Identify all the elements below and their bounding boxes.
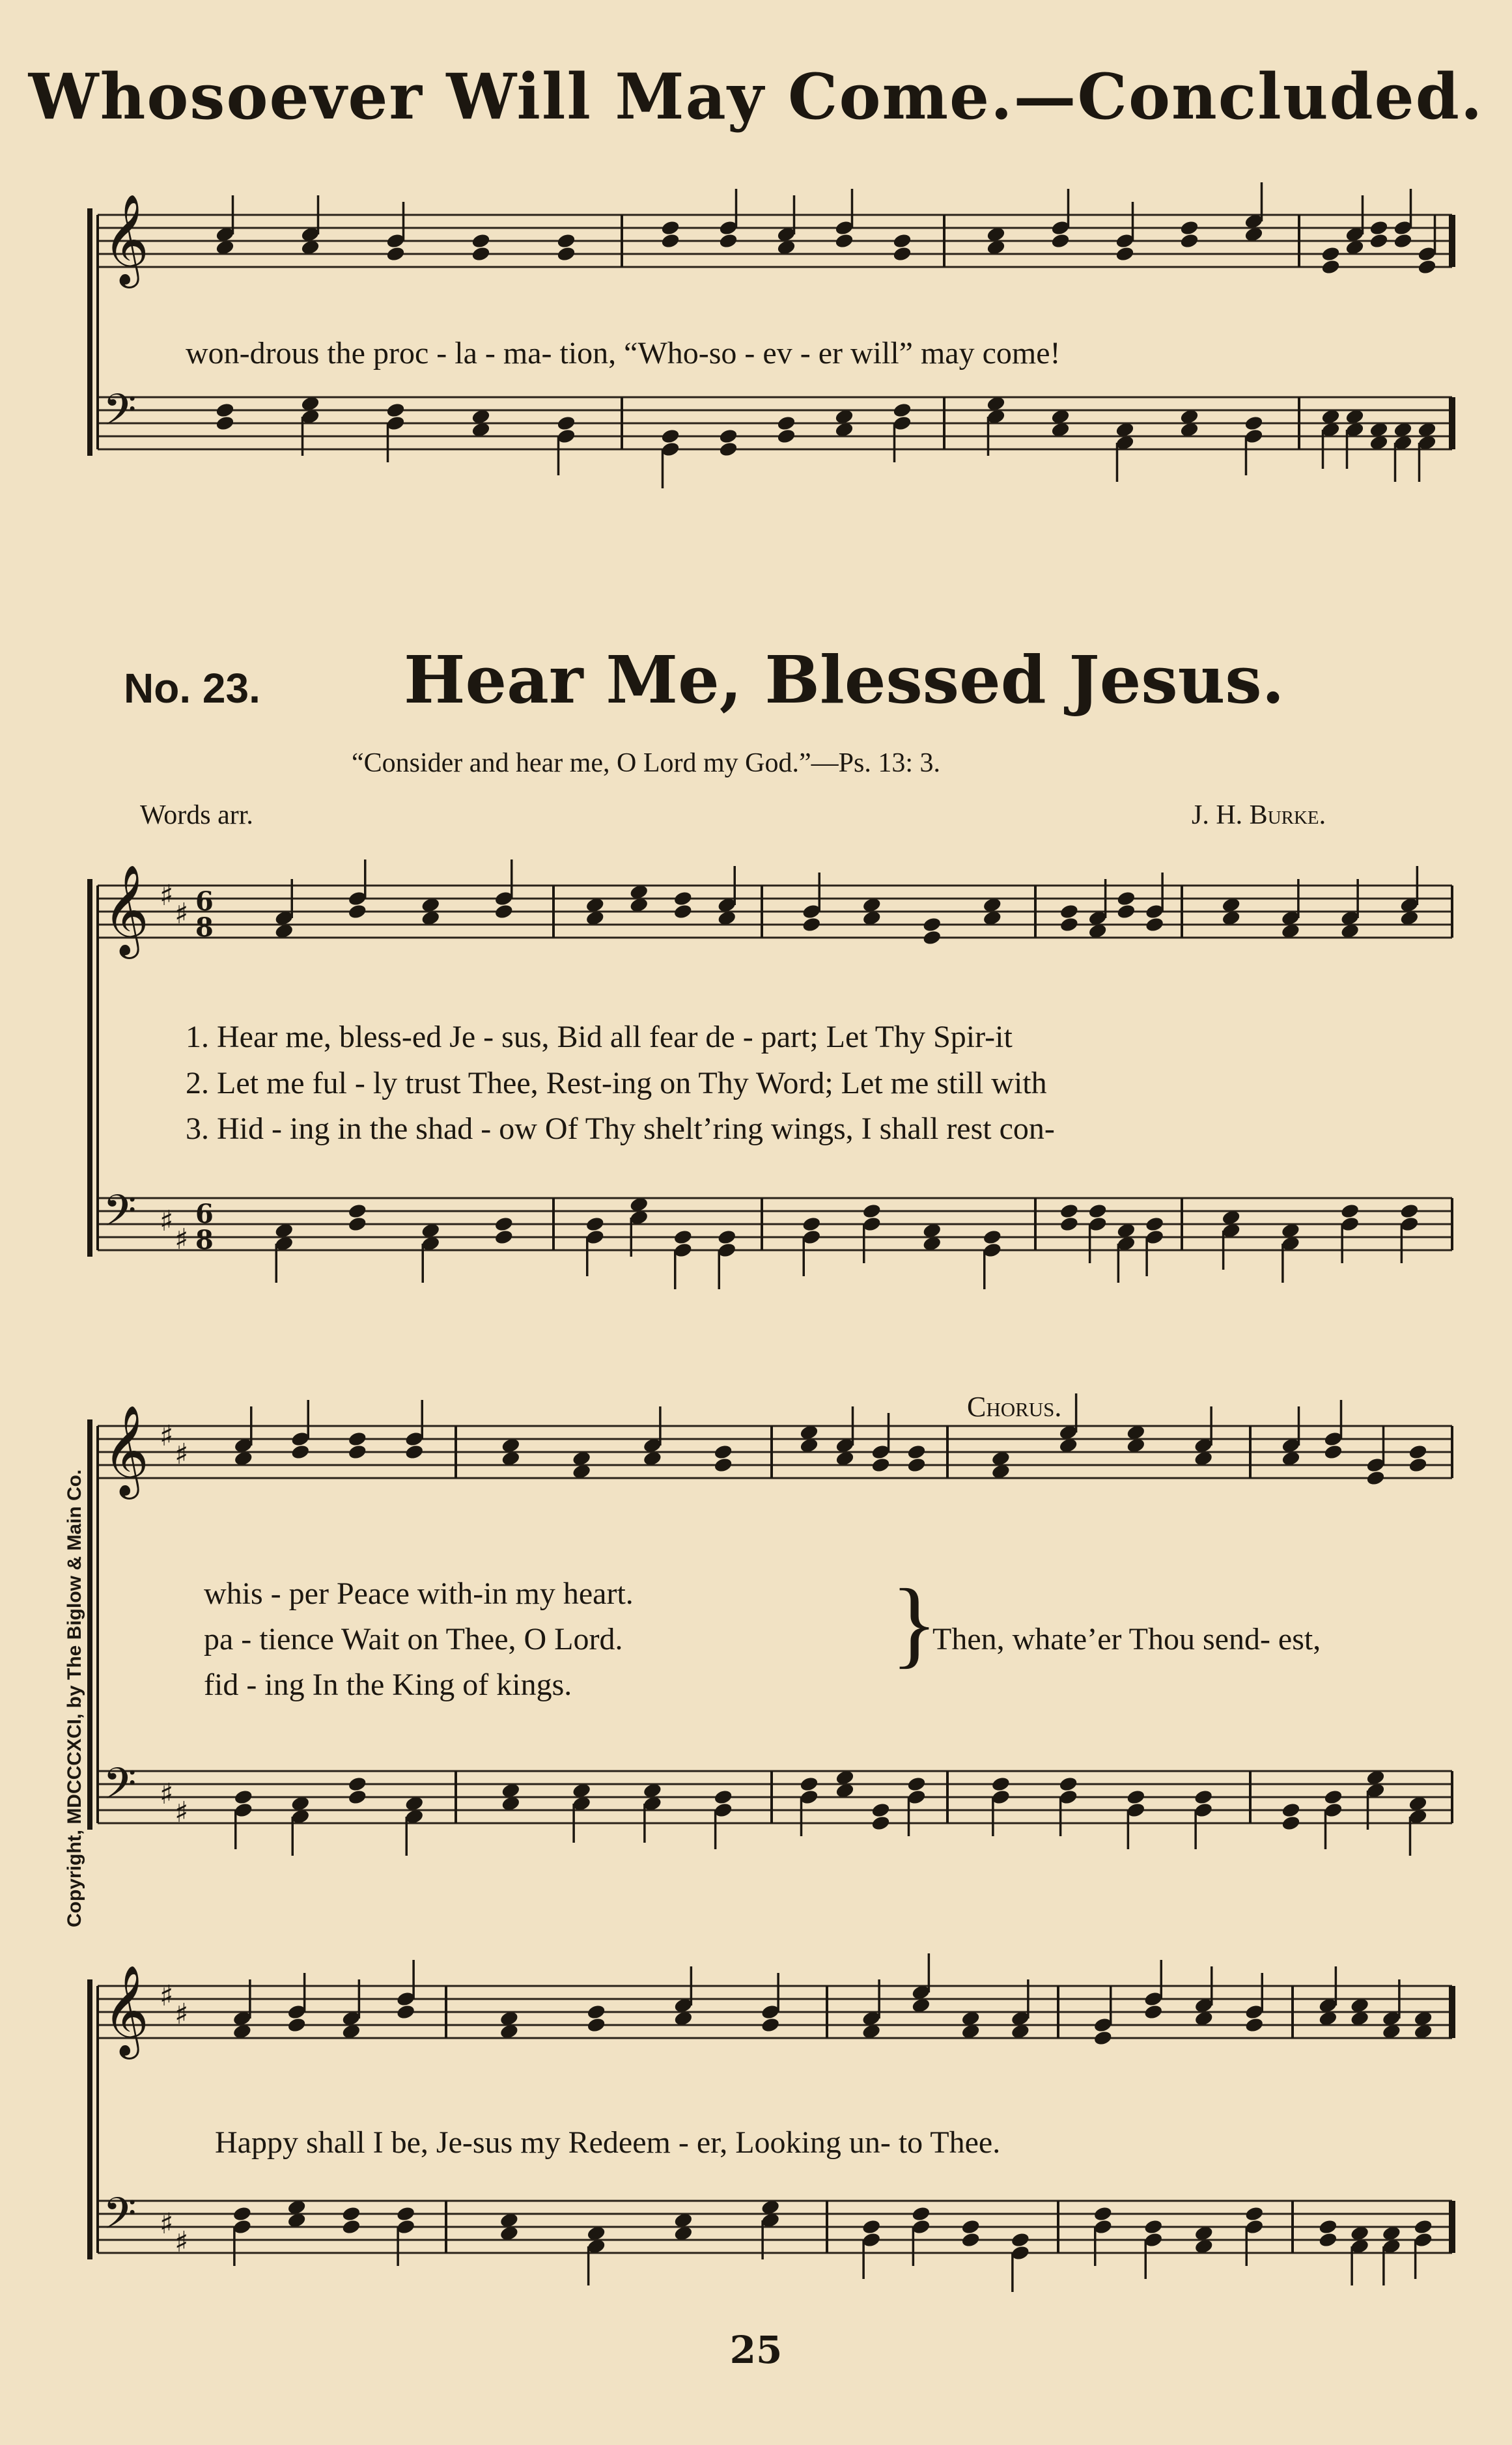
note-head	[1417, 258, 1437, 275]
note-head	[776, 428, 796, 445]
copyright-notice: Copyright, MDCCCXCI, by The Biglow & Main Co.	[64, 1469, 85, 1927]
sharp-icon: ♯	[175, 1796, 189, 1829]
note-head	[1059, 1216, 1080, 1233]
note-head	[673, 1229, 693, 1246]
note-head	[385, 402, 406, 419]
time-signature-bottom: 8	[195, 1225, 214, 1255]
treble-clef-icon: 𝄞	[103, 1965, 149, 2056]
note-head	[1321, 258, 1341, 275]
note-head	[713, 1444, 733, 1460]
note-head	[341, 2205, 361, 2222]
note-head	[385, 245, 406, 262]
verse-2-line-1: 2. Let me ful - ly trust Thee, Rest-ing on Thy Word; Let me still with	[186, 1066, 1047, 1100]
note-head	[1087, 1203, 1108, 1220]
note-head	[673, 890, 693, 907]
note-head	[494, 1229, 514, 1246]
note-head	[1093, 2205, 1113, 2222]
note-head	[861, 2218, 882, 2235]
note-head	[396, 2004, 416, 2020]
bass-clef-icon: 𝄢	[103, 385, 137, 445]
chorus-line-2: Happy shall I be, Je-sus my Redeem - er, Looking un- to Thee.	[215, 2125, 1001, 2160]
note-head	[1059, 1203, 1080, 1220]
verse-brace: }	[891, 1569, 938, 1677]
note-head	[660, 232, 680, 249]
note-head	[1244, 2017, 1265, 2033]
note-head	[1369, 232, 1389, 249]
note-head	[215, 402, 235, 419]
note-head	[960, 2231, 981, 2248]
sharp-icon: ♯	[160, 1778, 174, 1811]
note-head	[892, 245, 912, 262]
note-head	[834, 232, 854, 249]
note-head	[1126, 1789, 1146, 1806]
note-head	[347, 1431, 367, 1447]
note-head	[1093, 2030, 1113, 2047]
verse-1-line-1: 1. Hear me, bless-ed Je - sus, Bid all fear de - part; Let Thy Spir-it	[186, 1020, 1013, 1054]
note-head	[660, 219, 680, 236]
note-head	[471, 232, 491, 249]
note-head	[982, 1229, 1002, 1246]
note-head	[347, 1789, 367, 1806]
note-head	[1281, 1815, 1301, 1832]
note-head	[799, 1776, 819, 1793]
song-title: Hear Me, Blessed Jesus.	[404, 641, 1285, 718]
note-head	[1115, 245, 1135, 262]
sharp-icon: ♯	[160, 2207, 174, 2241]
note-head	[1194, 1789, 1214, 1806]
note-head	[1393, 232, 1413, 249]
note-head	[586, 2017, 606, 2033]
treble-staff	[98, 886, 1452, 938]
sharp-icon: ♯	[160, 1205, 174, 1238]
note-head	[922, 929, 942, 946]
note-head	[802, 1216, 822, 1233]
note-head	[290, 1444, 311, 1460]
song-number: No. 23.	[124, 665, 260, 712]
prev-song-lyric: won-drous the proc - la - ma- tion, “Who-so - ev - er will” may come!	[186, 336, 1061, 370]
note-head	[1116, 890, 1136, 907]
note-head	[1143, 2004, 1164, 2020]
note-head	[906, 1444, 927, 1460]
note-head	[347, 1203, 367, 1220]
note-head	[673, 903, 693, 920]
note-head	[1179, 219, 1199, 236]
note-head	[287, 2017, 307, 2033]
chorus-line-1: Then, whate’er Thou send- est,	[932, 1622, 1321, 1656]
note-head	[1145, 916, 1165, 933]
note-head	[1059, 916, 1080, 933]
note-head	[1399, 1203, 1420, 1220]
note-head	[585, 1216, 605, 1233]
note-head	[906, 1457, 927, 1474]
note-head	[713, 1457, 733, 1474]
verse-3-line-2: fid - ing In the King of kings.	[204, 1668, 572, 1702]
sharp-icon: ♯	[175, 1223, 189, 1256]
sharp-icon: ♯	[175, 897, 189, 930]
chorus-label: Chorus.	[967, 1391, 1062, 1423]
composer-credit: J. H. Burke.	[1192, 800, 1326, 830]
note-head	[1369, 219, 1389, 236]
note-head	[1059, 903, 1080, 920]
note-head	[1323, 1444, 1343, 1460]
page-number: 25	[729, 2328, 783, 2372]
note-head	[347, 1216, 367, 1233]
note-head	[1179, 232, 1199, 249]
note-head	[1281, 1802, 1301, 1819]
note-head	[776, 415, 796, 432]
note-head	[1408, 1444, 1428, 1460]
note-head	[1050, 232, 1071, 249]
note-head	[713, 1789, 733, 1806]
epigraph: “Consider and hear me, O Lord my God.”—Ps. 13: 3.	[352, 748, 941, 778]
bass-clef-icon: 𝄢	[103, 2188, 137, 2249]
bass-staff	[98, 1198, 1452, 1250]
note-head	[761, 2017, 781, 2033]
note-head	[892, 232, 912, 249]
note-head	[1116, 903, 1136, 920]
note-head	[991, 1776, 1011, 1793]
note-head	[1321, 245, 1341, 262]
note-head	[494, 903, 514, 920]
verse-3-line-1: 3. Hid - ing in the shad - ow Of Thy shelt’ring wings, I shall rest con-	[186, 1111, 1055, 1146]
note-head	[494, 1216, 514, 1233]
sharp-icon: ♯	[160, 879, 174, 912]
note-head	[347, 1444, 367, 1460]
sharp-icon: ♯	[175, 1438, 189, 1471]
note-head	[1244, 2205, 1265, 2222]
note-head	[1145, 1216, 1165, 1233]
note-head	[1143, 2218, 1164, 2235]
note-head	[1340, 1203, 1360, 1220]
note-head	[911, 2205, 931, 2222]
note-head	[347, 1776, 367, 1793]
note-head	[871, 1802, 891, 1819]
note-head	[341, 2218, 361, 2235]
treble-clef-icon: 𝄞	[103, 194, 149, 285]
prev-song-title: Whosoever Will May Come.—Concluded.	[28, 60, 1484, 133]
note-head	[802, 916, 822, 933]
time-signature-top: 6	[195, 886, 214, 917]
note-head	[960, 2218, 981, 2235]
note-head	[232, 2205, 253, 2222]
note-head	[718, 232, 738, 249]
note-head	[1365, 1470, 1386, 1487]
note-head	[1413, 2218, 1433, 2235]
sharp-icon: ♯	[160, 1979, 174, 2013]
bass-clef-icon: 𝄢	[103, 1759, 137, 1819]
note-head	[922, 916, 942, 933]
sharp-icon: ♯	[175, 1998, 189, 2031]
time-signature-top: 6	[195, 1199, 214, 1229]
note-head	[892, 402, 912, 419]
sharp-icon: ♯	[175, 2226, 189, 2259]
note-head	[1318, 2231, 1338, 2248]
music-system-3	[0, 1380, 1512, 1940]
note-head	[906, 1776, 927, 1793]
note-head	[586, 2004, 606, 2020]
bass-clef-icon: 𝄢	[103, 1186, 137, 1246]
note-head	[404, 1444, 425, 1460]
note-head	[871, 1457, 891, 1474]
time-signature-bottom: 8	[195, 912, 214, 943]
note-head	[556, 415, 576, 432]
note-head	[1011, 2231, 1031, 2248]
treble-clef-icon: 𝄞	[103, 1405, 149, 1496]
note-head	[861, 1203, 882, 1220]
note-head	[717, 1229, 737, 1246]
note-head	[471, 245, 491, 262]
note-head	[660, 428, 680, 445]
words-credit: Words arr.	[140, 800, 253, 830]
note-head	[1318, 2218, 1338, 2235]
sharp-icon: ♯	[160, 1419, 174, 1453]
note-head	[1323, 1789, 1343, 1806]
verse-1-line-2: whis - per Peace with-in my heart.	[204, 1576, 634, 1611]
note-head	[718, 441, 738, 458]
note-head	[233, 1789, 253, 1806]
treble-clef-icon: 𝄞	[103, 865, 149, 955]
note-head	[396, 2205, 416, 2222]
note-head	[871, 1815, 891, 1832]
note-head	[215, 415, 235, 432]
note-head	[556, 245, 576, 262]
verse-2-line-2: pa - tience Wait on Thee, O Lord.	[204, 1622, 623, 1656]
note-head	[1058, 1776, 1078, 1793]
note-head	[1408, 1457, 1428, 1474]
note-head	[347, 903, 367, 920]
note-head	[718, 428, 738, 445]
note-head	[1244, 415, 1264, 432]
note-head	[556, 232, 576, 249]
